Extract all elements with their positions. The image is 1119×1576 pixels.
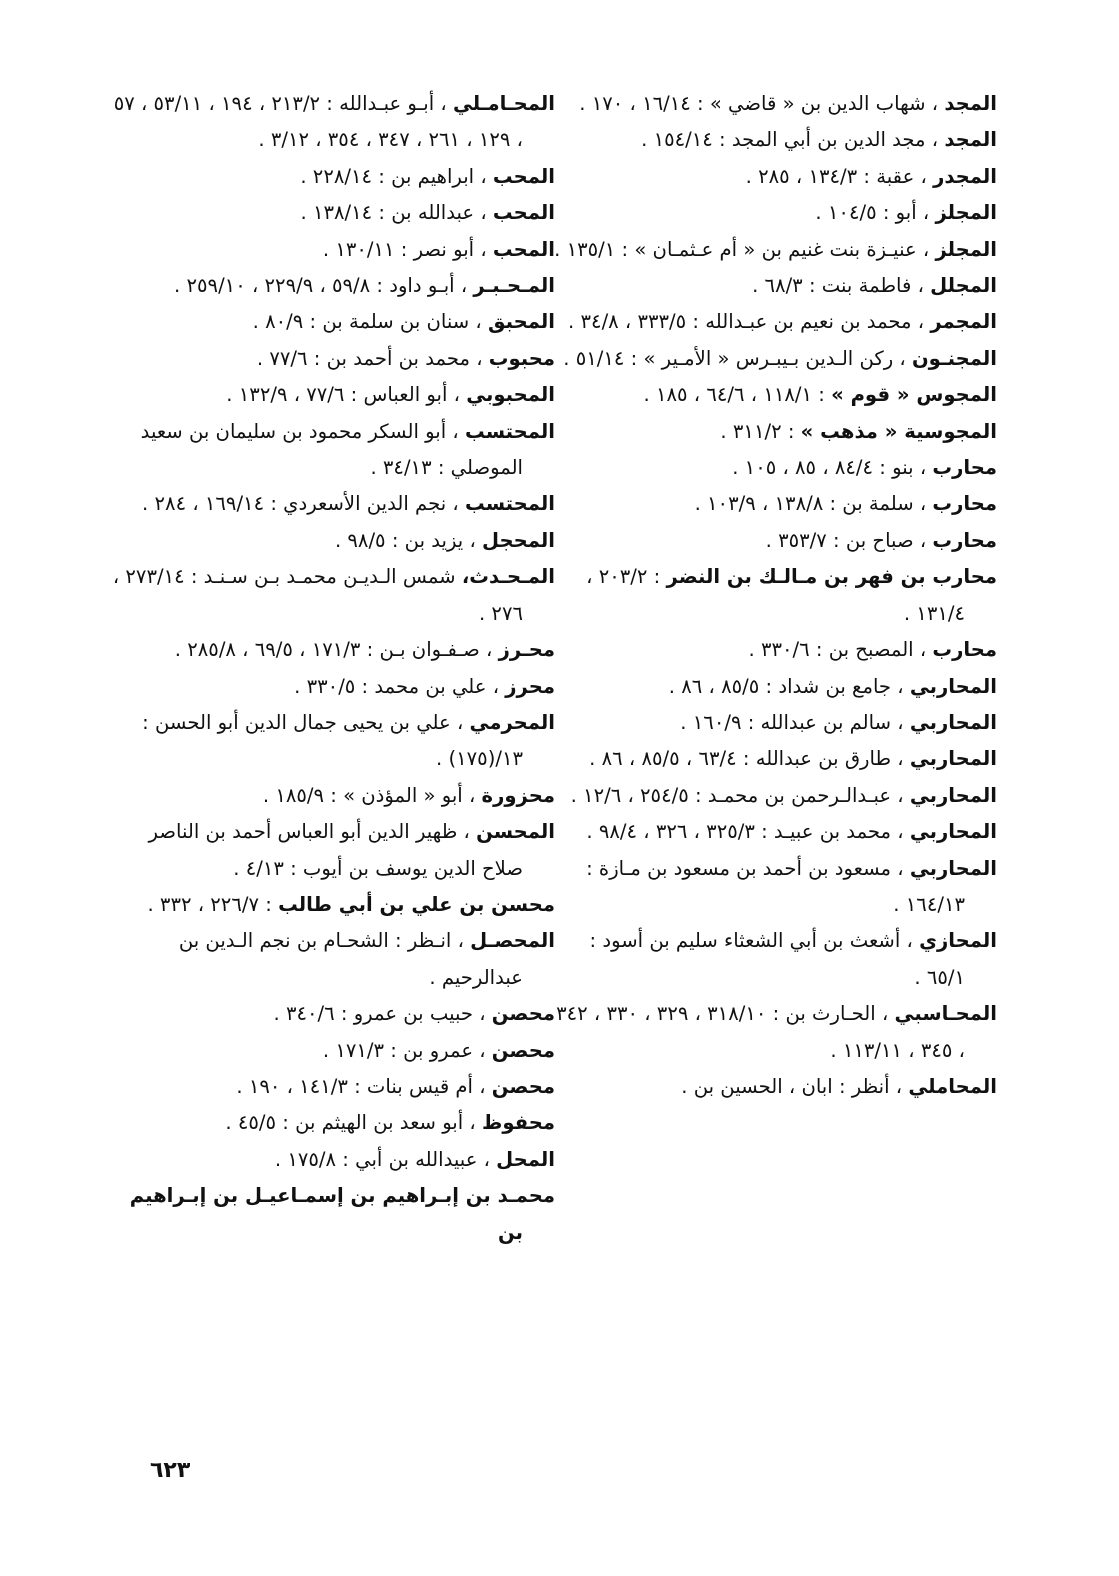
index-entry [551, 741, 997, 777]
entry-headword: المحب [492, 201, 555, 225]
entry-references: ، عمرو بن : ١٧١/٣ . [322, 1038, 486, 1062]
index-entry [109, 523, 555, 559]
entry-headword: المجوسية « مذهب » [800, 419, 997, 443]
entry-references: : ٣١١/٢ . [720, 419, 795, 443]
entry-references: ، أبـو عبـدالله : ٢١٣/٢ ، ١٩٤ ، ٥٣/١١ ، ٥٧ ، ١٢٩ ، ٢٦١ ، ٣٤٧ ، ٣٥٤ ، ٣/١٢ . [113, 92, 523, 152]
entry-headword: محـرز [498, 638, 555, 662]
index-entry [109, 923, 555, 996]
entry-references: ، حبيب بن عمرو : ٣٤٠/٦ . [273, 1002, 486, 1026]
entry-references: ، انـظر : الشحـام بن نجم الـدين بن عبدالرحيم . [178, 929, 523, 989]
entry-references: ، أبو : ١٠٤/٥ . [815, 201, 930, 225]
entry-references: ، ابراهيم بن : ٢٢٨/١٤ . [300, 164, 487, 188]
entry-headword: المجمر [930, 310, 997, 334]
entry-headword: المحاربي [909, 783, 997, 807]
index-entry [551, 778, 997, 814]
entry-references: ، شهاب الدين بن « قاضي » : ١٦/١٤ ، ١٧٠ . [579, 92, 939, 115]
index-entry [109, 377, 555, 413]
index-entry [109, 414, 555, 487]
entry-headword: المحصـل [470, 929, 555, 953]
entry-headword: محسن بن علي بن أبي طالب [278, 892, 555, 916]
entry-references: ، ظهير الدين أبو العباس أحمد بن الناصر صلاح الدين يوسف بن أيوب : ٤/١٣ . [148, 820, 523, 880]
index-entry [109, 341, 555, 377]
entry-references: ، محمد بن أحمد بن : ٧٧/٦ . [256, 346, 483, 370]
entry-references: ، فاطمة بنت : ٦٨/٣ . [752, 274, 924, 298]
entry-headword: المحب [492, 164, 555, 188]
entry-headword: المحجل [482, 528, 555, 552]
entry-headword: المجدر [933, 164, 997, 188]
index-entry [551, 122, 997, 158]
entry-headword: المجد [944, 128, 997, 152]
index-entry [109, 559, 555, 632]
entry-references: ، أم قيس بنات : ١٤١/٣ ، ١٩٠ . [236, 1074, 486, 1098]
entry-references: ، سنان بن سلمة بن : ٨٠/٩ . [252, 310, 482, 334]
entry-headword: المحب [492, 237, 555, 261]
index-entry [551, 450, 997, 486]
index-entry [109, 814, 555, 887]
entry-headword: محزورة [481, 783, 555, 807]
entry-headword: محصن [491, 1038, 555, 1062]
index-entry [551, 851, 997, 924]
index-entry [109, 268, 555, 304]
entry-headword: المحـامـلي [452, 92, 555, 115]
index-entry [109, 632, 555, 668]
index-entry [551, 1069, 997, 1105]
entry-references: ، يزيد بن : ٩٨/٥ . [334, 528, 476, 552]
entry-headword: محارب [932, 456, 997, 480]
index-entry [551, 923, 997, 996]
entry-headword: محمـد بن إبـراهيم بن إسمـاعيـل بن إبـراهيم بن [129, 1184, 555, 1244]
entry-headword: المحل [496, 1147, 555, 1171]
index-entry [551, 159, 997, 195]
index-entry [109, 1178, 555, 1251]
entry-references: ، علي بن محمد : ٣٣٠/٥ . [294, 674, 500, 698]
index-entry [109, 159, 555, 195]
entry-headword: المحاملي [908, 1074, 997, 1098]
entry-references: ، صباح بن : ٣٥٣/٧ . [765, 528, 927, 552]
entry-headword: محارب بن فهر بن مـالـك بن النضر [666, 565, 997, 589]
entry-headword: المحازي [919, 929, 997, 953]
entry-references: ، بنو : ٨٤/٤ ، ٨٥ ، ١٠٥ . [732, 456, 927, 480]
entry-references: : ١١٨/١ ، ٦٤/٦ ، ١٨٥ . [643, 383, 825, 407]
entry-references: ، أبو سعد بن الهيثم بن : ٤٥/٥ . [225, 1111, 476, 1135]
entry-references: ، نجم الدين الأسعردي : ١٦٩/١٤ ، ٢٨٤ . [142, 492, 459, 516]
entry-headword: محبوب [488, 346, 555, 370]
entry-references: ، علي بن يحيى جمال الدين أبو الحسن : ١٣/(١٧٥) . [142, 710, 523, 771]
entry-references: شمس الـديـن محمـد بـن سـنـد : ٢٧٣/١٤ ، ٢٧٦ . [112, 565, 523, 625]
entry-headword: المجلل [930, 274, 997, 298]
entry-headword: المجلز [935, 237, 997, 261]
entry-references: ، المصبح بن : ٣٣٠/٦ . [748, 638, 927, 662]
entry-headword: المحبق [488, 310, 555, 334]
index-entry [551, 86, 997, 122]
index-entry [551, 814, 997, 850]
entry-references: ، محمد بن نعيم بن عبـدالله : ٣٣٣/٥ ، ٣٤/٨ . [568, 310, 925, 334]
index-entry [551, 705, 997, 741]
entry-references: ، جامع بن شداد : ٨٥/٥ ، ٨٦ . [668, 674, 904, 698]
entry-references: ، أبو العباس : ٧٧/٦ ، ١٣٢/٩ . [226, 383, 460, 407]
entry-references: ، أبو نصر : ١٣٠/١١ . [322, 237, 487, 261]
entry-headword: محرز [505, 674, 555, 698]
entry-headword: محفوظ [482, 1111, 555, 1135]
index-entry [109, 232, 555, 268]
index-entry [551, 232, 997, 268]
index-entry [551, 669, 997, 705]
index-entry [551, 341, 997, 377]
entry-headword: المـحـدث، [461, 565, 555, 589]
index-entry [551, 523, 997, 559]
entry-headword: محصن [491, 1002, 555, 1026]
entry-headword: المحسن [476, 820, 555, 844]
entry-references: ، أنظر : ابان ، الحسين بن . [681, 1074, 903, 1098]
index-entry [109, 486, 555, 522]
index-entry [109, 304, 555, 340]
entry-headword: المـحـبـر [473, 274, 555, 298]
entry-headword: المجوس « قوم » [831, 383, 997, 407]
index-entry [551, 377, 997, 413]
index-entry [109, 705, 555, 778]
entry-references: ، سلمة بن : ١٣٨/٨ ، ١٠٣/٩ . [694, 492, 927, 516]
index-entry [551, 414, 997, 450]
entry-references: ، الحـارث بن : ٣١٨/١٠ ، ٣٢٩ ، ٣٣٠ ، ٣٤٢ ، ٣٤٥ ، ١١٣/١١ . [556, 1002, 965, 1062]
entry-references: ، عنيـزة بنت غنيم بن « أم عـثمـان » : ١٣٥/١ . [554, 237, 930, 261]
entry-headword: المحاربي [909, 710, 997, 734]
entry-headword: محارب [932, 492, 997, 516]
index-entry [109, 195, 555, 231]
entry-references: ، مجد الدين بن أبي المجد : ١٥٤/١٤ . [641, 128, 939, 152]
index-entry [551, 195, 997, 231]
index-entry [109, 1142, 555, 1178]
entry-references: : ٢٢٦/٧ ، ٣٣٢ . [147, 892, 272, 916]
entry-headword: المجلز [935, 201, 997, 225]
index-entry [109, 86, 555, 159]
entry-headword: المحاربي [909, 747, 997, 771]
entry-references: ، صـفـوان بـن : ١٧١/٣ ، ٦٩/٥ ، ٢٨٥/٨ . [174, 638, 493, 662]
entry-headword: المحاربي [909, 674, 997, 698]
entry-headword: المحتسب [464, 419, 555, 443]
index-entry [109, 996, 555, 1032]
entry-references: : ٢٠٣/٢ ، ١٣١/٤ . [586, 565, 965, 625]
index-column-right [551, 86, 997, 1105]
entry-headword: المحتسب [464, 492, 555, 516]
page-number: ٦٢٣ [150, 1458, 191, 1483]
entry-headword: المحـاسبي [894, 1002, 997, 1026]
entry-headword: محصن [491, 1074, 555, 1098]
index-entry [551, 996, 997, 1069]
entry-headword: محارب [932, 638, 997, 662]
index-entry [109, 887, 555, 923]
entry-references: ، محمد بن عبيـد : ٣٢٥/٣ ، ٣٢٦ ، ٩٨/٤ . [586, 820, 904, 844]
entry-headword: المحبوبي [466, 383, 555, 407]
entry-references: ، عقبة : ١٣٤/٣ ، ٢٨٥ . [745, 164, 927, 188]
index-entry [109, 1105, 555, 1141]
index-entry [109, 1069, 555, 1105]
entry-headword: المحاربي [909, 820, 997, 844]
index-entry [551, 268, 997, 304]
entry-references: ، سالم بن عبدالله : ١٦٠/٩ . [680, 710, 904, 734]
entry-headword: المجد [944, 92, 997, 115]
entry-references: ، ركن الـدين بـيبـرس « الأمـير » : ٥١/١٤ . [563, 346, 906, 370]
entry-references: ، طارق بن عبدالله : ٦٣/٤ ، ٨٥/٥ ، ٨٦ . [589, 747, 904, 771]
entry-references: ، عبيدالله بن أبي : ١٧٥/٨ . [274, 1147, 490, 1171]
index-entry [109, 778, 555, 814]
index-entry [551, 304, 997, 340]
entry-references: ، أبو « المؤذن » : ١٨٥/٩ . [262, 783, 476, 807]
index-entry [551, 632, 997, 668]
entry-headword: المجنـون [911, 346, 997, 370]
index-entry [551, 559, 997, 632]
entry-headword: المحرمي [469, 710, 555, 734]
index-entry [109, 1033, 555, 1069]
entry-headword: المحاربي [909, 856, 997, 880]
entry-references: ، أبو السكر محمود بن سليمان بن سعيد الموصلي : ٣٤/١٣ . [140, 419, 523, 480]
entry-references: ، أشعث بن أبي الشعثاء سليم بن أسود : ٦٥/١ . [589, 929, 965, 989]
entry-references: ، مسعود بن أحمد بن مسعود بن مـازة : ١٦٤/١٣ . [586, 856, 965, 916]
entry-references: ، عبـدالـرحمن بن محمـد : ٢٥٤/٥ ، ١٢/٦ . [570, 783, 904, 807]
index-entry [551, 486, 997, 522]
entry-references: ، عبدالله بن : ١٣٨/١٤ . [300, 201, 487, 225]
entry-references: ، أبـو داود : ٥٩/٨ ، ٢٢٩/٩ ، ٢٥٩/١٠ . [174, 274, 468, 298]
index-entry [109, 669, 555, 705]
entry-headword: محارب [932, 528, 997, 552]
index-column-left [109, 86, 555, 1251]
